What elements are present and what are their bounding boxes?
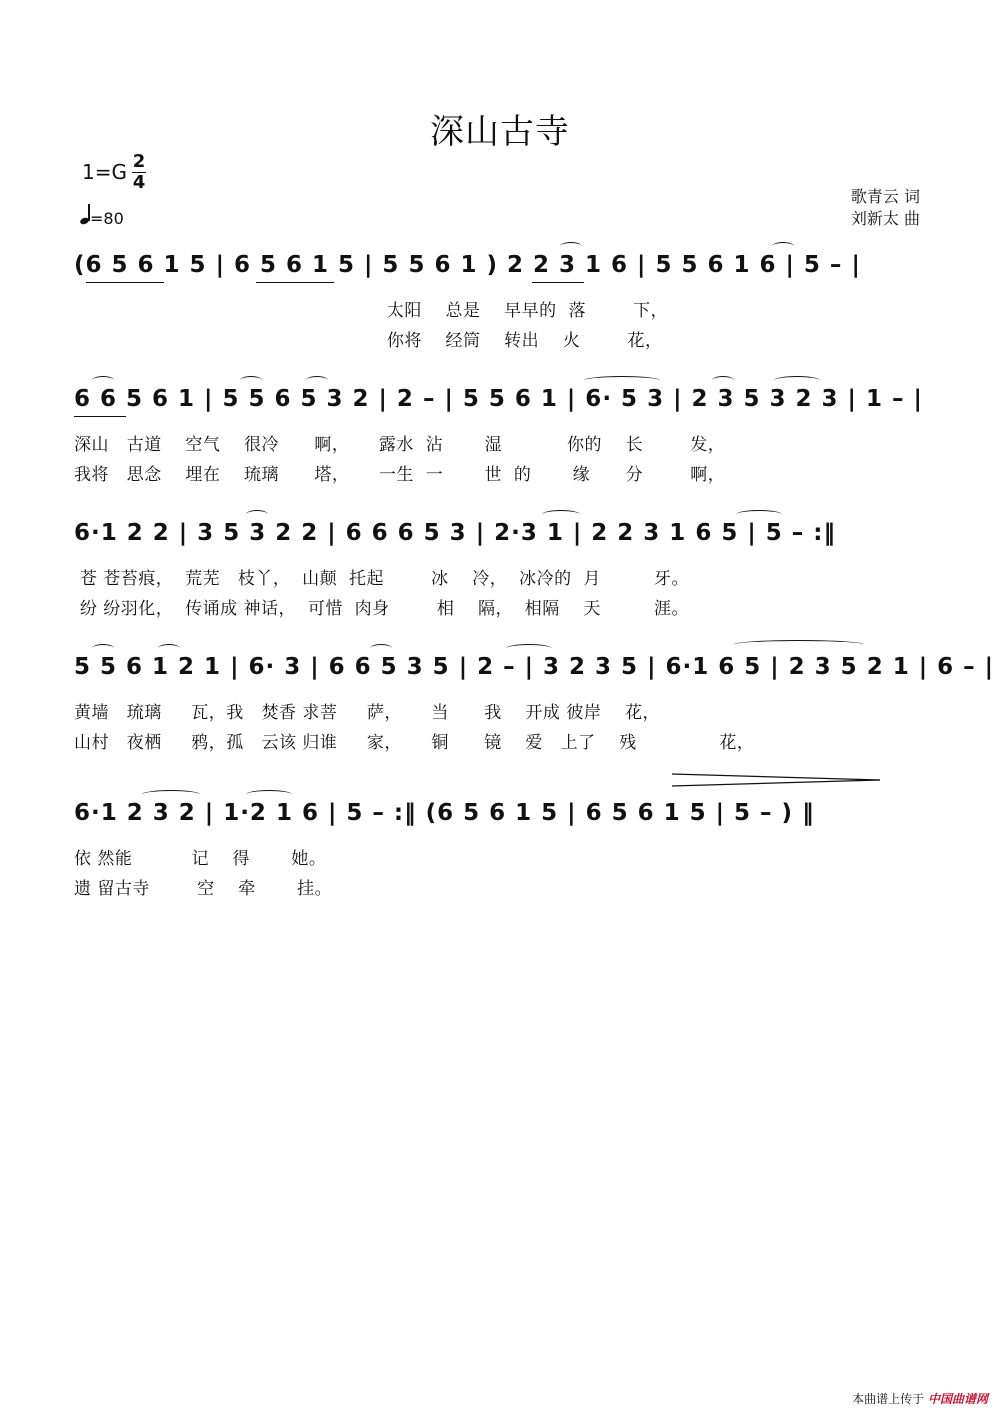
tempo-value: =80 xyxy=(90,209,124,228)
lyrics-verse-2: 你将 经筒 转出 火 花， xyxy=(74,331,663,351)
lyrics-verse-1: 深山 古道 空气 很冷 啊， 露水 沾 湿 你的 长 发， xyxy=(74,435,726,455)
notation-line: 6 6 5 6 1 | 5 5 6 5 3 2 | 2 – | 5 5 6 1 | 6· 5 3 | 2 3 5 3 2 3 | 1 – | xyxy=(74,386,923,412)
notation-line: (6 5 6 1 5 | 6 5 6 1 5 | 5 5 6 1 ) 2 2 3 1 6 | 5 5 6 1 6 | 5 – | xyxy=(74,252,861,278)
slur-mark xyxy=(712,376,734,385)
notation-line: 5 5 6 1 2 1 | 6· 3 | 6 6 5 3 5 | 2 – | 3 2 3 5 | 6·1 6 5 | 2 3 5 2 1 | 6 – | xyxy=(74,654,995,680)
key-signature: 1=G xyxy=(82,160,127,184)
lyrics-verse-2: 我将 思念 埋在 琉璃 塔， 一生 一 世 的 缘 分 啊， xyxy=(74,465,726,485)
credits xyxy=(851,186,920,230)
beam-underline xyxy=(74,416,126,417)
slur-mark xyxy=(246,510,268,519)
slur-mark xyxy=(772,242,794,251)
page-title: 深山古寺 xyxy=(430,112,570,152)
beam-underline xyxy=(256,282,334,283)
lyrics-verse-1: 苍 苍苔痕， 荒芜 枝丫， 山颠 托起 冰 冷， 冰冷的 月 牙。 xyxy=(74,569,690,589)
slur-mark xyxy=(506,644,552,653)
site-logo[interactable]: 中国曲谱网 xyxy=(927,1392,988,1406)
slur-mark xyxy=(584,376,660,385)
beam-underline xyxy=(532,282,584,283)
time-signature xyxy=(132,152,146,193)
slur-mark xyxy=(774,376,820,385)
slur-mark xyxy=(734,640,864,649)
slur-mark xyxy=(306,376,328,385)
lyrics-verse-2: 山村 夜栖 鸦，孤 云该 归谁 家， 铜 镜 爱 上了 残 花， xyxy=(74,733,755,753)
slur-mark xyxy=(560,242,582,251)
footer-text: 本曲谱上传于 xyxy=(852,1392,925,1406)
slur-mark xyxy=(142,790,200,799)
lyrics-verse-2: 纷 纷羽化， 传诵成 神话， 可惜 肉身 相 隔， 相隔 天 涯。 xyxy=(74,599,690,619)
slur-mark xyxy=(246,790,292,799)
lyrics-verse-1: 黄墙 琉璃 瓦，我 焚香 求菩 萨， 当 我 开成 彼岸 花， xyxy=(74,703,660,723)
lyricist-credit: 歌青云 词 xyxy=(850,187,920,206)
lyrics-verse-2: 遗 留古寺 空 牵 挂。 xyxy=(74,879,333,899)
time-signature-top: 2 xyxy=(132,151,146,172)
time-signature-bottom: 4 xyxy=(132,172,146,193)
composer-credit: 刘新太 曲 xyxy=(850,209,920,228)
beam-underline xyxy=(86,282,164,283)
slur-mark xyxy=(240,376,262,385)
slur-mark xyxy=(158,644,180,653)
notation-line: 6·1 2 3 2 | 1·2 1 6 | 5 – :‖ (6 5 6 1 5 | 6 5 6 1 5 | 5 – ) ‖ xyxy=(74,800,815,826)
slur-mark xyxy=(542,510,580,519)
lyrics-verse-1: 依 然能 记 得 她。 xyxy=(74,849,327,869)
slur-mark xyxy=(92,644,114,653)
footer-source xyxy=(852,1390,988,1407)
slur-mark xyxy=(92,376,114,385)
slur-mark xyxy=(370,644,392,653)
slur-mark xyxy=(736,510,782,519)
decrescendo-hairpin-icon xyxy=(672,772,882,790)
notation-line: 6·1 2 2 | 3 5 3 2 2 | 6 6 6 5 3 | 2·3 1 | 2 2 3 1 6 5 | 5 – :‖ xyxy=(74,520,836,546)
tempo-marking xyxy=(80,204,124,228)
quarter-note-icon xyxy=(80,204,90,224)
lyrics-verse-1: 太阳 总是 早早的 落 下， xyxy=(74,301,669,321)
